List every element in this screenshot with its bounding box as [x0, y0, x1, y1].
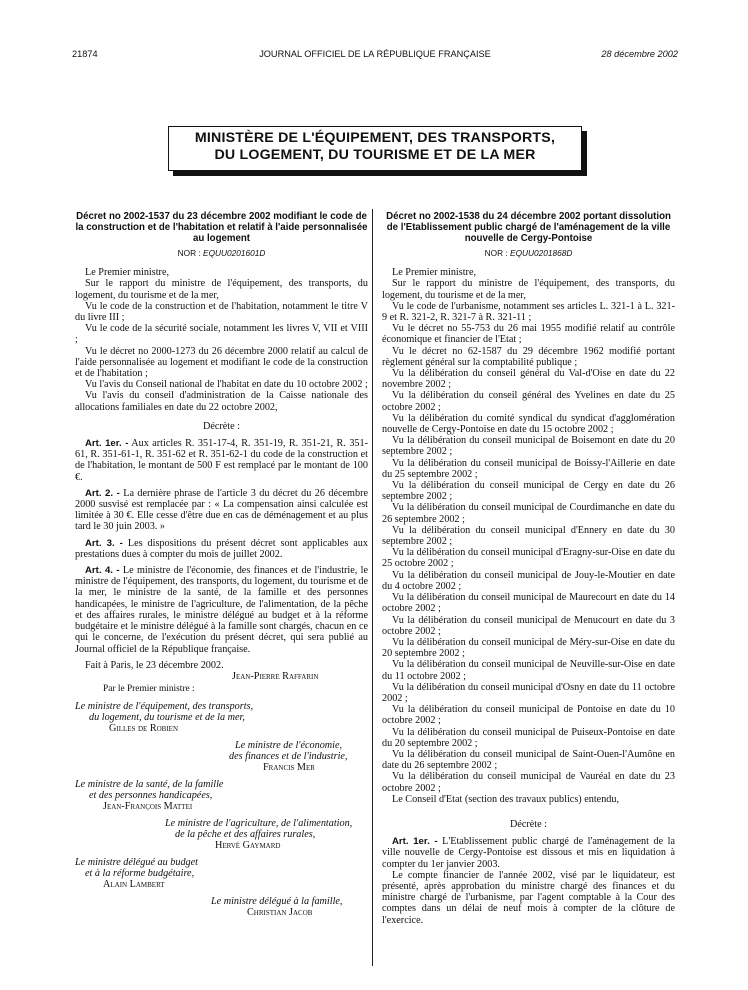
visa-paragraph: Vu le code de la sécurité sociale, notamment les livres V, VII et VIII ; [75, 323, 368, 346]
article-text: Le ministre de l'économie, des finances et de l'industrie, le ministre de l'équipement, des transports, du logement, du tourisme et de la mer, le ministre de la santé, de la famille et des personnes handicapées, le ministre de l'agriculture, de l'alimentation, de la pêche et des affaires rurales, le ministre délégué au budget et à la réforme budgétaire et le ministre délégué à la famille sont chargés, chacun en ce qui le concerne, de l'exécution du présent décret, qui sera publié au Journal officiel de la République française. [75, 565, 368, 655]
banner-line-2: DU LOGEMENT, DU TOURISME ET DE LA MER [214, 147, 536, 163]
article-label: Art. 2. - [85, 487, 120, 499]
article-1 [75, 438, 368, 483]
visa-paragraph: Vu la délibération du conseil municipal de Saint-Ouen-l'Aumône en date du 26 septembre 2002 ; [382, 748, 675, 772]
decree-1538 [382, 211, 675, 926]
sig5-line2: et à la réforme budgétaire, [85, 867, 195, 879]
sig2-name: Francis Mer [263, 761, 315, 773]
visa-paragraph: Vu la délibération du conseil municipal d'Eragny-sur-Oise en date du 25 octobre 2002 ; [382, 547, 675, 570]
sig1-line1: Le ministre de l'équipement, des transports, [75, 700, 254, 712]
visa-paragraph: Vu la délibération du conseil municipal d'Ennery en date du 30 septembre 2002 ; [382, 524, 675, 548]
decree-visas [75, 267, 368, 413]
article-text: La dernière phrase de l'article 3 du décret du 26 décembre 2000 susvisé est remplacée par : « La compensation ainsi calculée est limitée à 30 €. Elle cesse d'être due en cas de déménagement et au plus tard le 30 juin 2003. » [75, 487, 368, 533]
nor-label: NOR : [177, 248, 201, 258]
article-1 [382, 836, 675, 870]
visa-paragraph: Vu la délibération du comité syndical du syndicat d'agglomération nouvelle de Cergy-Pontoise en date du 15 octobre 2002 ; [382, 412, 675, 436]
signature-block-3 [75, 779, 368, 812]
visa-paragraph: Vu le décret no 2000-1273 du 26 décembre 2000 relatif au calcul de l'aide personnalisée au logement et modifiant le code de la construction et de l'habitation ; [75, 345, 368, 380]
sig4-name: Hervé Gaymard [215, 839, 281, 851]
visa-paragraph: Vu le code de l'urbanisme, notamment ses articles L. 321-1 à L. 321-9 et R. 321-2, R. 321-7 à R. 321-11 ; [382, 300, 675, 324]
decrete-heading: Décrète : [509, 818, 548, 830]
visa-paragraph: Vu le décret no 62-1587 du 29 décembre 1962 modifié portant règlement général sur la comptabilité publique ; [382, 345, 675, 368]
nor-code: EQUU0201868D [510, 248, 573, 258]
visa-paragraph: Vu la délibération du conseil municipal de Boisemont en date du 20 septembre 2002 ; [382, 435, 675, 458]
nor-reference [75, 248, 368, 259]
visa-paragraph: Vu la délibération du conseil municipal d'Osny en date du 11 octobre 2002 ; [382, 681, 675, 704]
visa-paragraph: Vu la délibération du conseil municipal de Méry-sur-Oise en date du 20 septembre 2002 ; [382, 636, 675, 660]
nor-code: EQUU0201601D [203, 248, 266, 258]
visa-paragraph: Vu la délibération du conseil municipal de Cergy en date du 26 septembre 2002 ; [382, 480, 675, 503]
visa-paragraph: Vu la délibération du conseil municipal de Vauréal en date du 23 octobre 2002 ; [382, 771, 675, 794]
sig6-name: Christian Jacob [247, 906, 313, 918]
signature-block-4 [75, 818, 368, 851]
article-3 [75, 538, 368, 560]
visa-paragraph: Vu la délibération du conseil général du Val-d'Oise en date du 22 novembre 2002 ; [382, 368, 675, 391]
visa-paragraph: Vu l'avis du Conseil national de l'habitat en date du 10 octobre 2002 ; [85, 379, 368, 391]
pm-signature: Jean-Pierre Raffarin [232, 670, 319, 682]
visa-paragraph: Vu la délibération du conseil municipal de Pontoise en date du 10 octobre 2002 ; [382, 704, 675, 727]
visa-paragraph: Sur le rapport du ministre de l'équipement, des transports, du logement, du tourisme et de la mer, [75, 278, 368, 301]
sig5-name: Alain Lambert [103, 878, 165, 890]
page-number: 21874 [72, 49, 98, 59]
visa-paragraph: Vu la délibération du conseil municipal de Boissy-l'Aillerie en date du 25 septembre 2002 ; [382, 457, 675, 480]
article-text: Les dispositions du présent décret sont applicables aux prestations dues à compter du mois de juillet 2002. [75, 537, 368, 560]
by-pm: Par le Premier ministre : [103, 683, 195, 694]
sig3-line2: et des personnes handicapées, [89, 789, 213, 801]
visa-paragraph: Vu la délibération du conseil municipal de Maurecourt en date du 14 octobre 2002 ; [382, 592, 675, 615]
visa-paragraph: Vu le décret no 55-753 du 26 mai 1955 modifié relatif au contrôle économique et financier de l'Etat ; [382, 323, 675, 346]
sig6-line1: Le ministre délégué à la famille, [211, 895, 343, 907]
article-4 [75, 565, 368, 655]
article-text: Aux articles R. 351-17-4, R. 351-19, R. 351-21, R. 351-61, R. 351-61-1, R. 351-62 et R. 351-62-1 du code de la construction et de l'habitation, le montant de 500 F est remplacé par le montant de 100 €. [75, 438, 368, 483]
column-separator [372, 209, 373, 966]
decree-visas [382, 267, 675, 805]
visa-paragraph: Le Conseil d'Etat (section des travaux publics) entendu, [392, 793, 620, 805]
journal-title: JOURNAL OFFICIEL DE LA RÉPUBLIQUE FRANÇAISE [259, 49, 491, 59]
issue-date: 28 décembre 2002 [601, 49, 678, 59]
decrete-heading: Décrète : [202, 420, 241, 432]
sig4-line1: Le ministre de l'agriculture, de l'alimentation, [165, 817, 353, 829]
done-at: Fait à Paris, le 23 décembre 2002. [85, 659, 224, 671]
visa-paragraph: Vu la délibération du conseil municipal de Menucourt en date du 3 octobre 2002 ; [382, 614, 675, 637]
article-label: Art. 1er. - [85, 438, 129, 450]
sig3-line1: Le ministre de la santé, de la famille [75, 778, 224, 790]
decree-articles [75, 438, 368, 655]
article-label: Art. 3. - [85, 537, 123, 549]
signature-block-1 [75, 701, 368, 734]
sig2-line2: des finances et de l'industrie, [229, 750, 348, 762]
nor-label: NOR : [484, 248, 508, 258]
visa-paragraph: Vu la délibération du conseil municipal de Neuville-sur-Oise en date du 11 octobre 2002 ; [382, 659, 675, 682]
article-label: Art. 4. - [85, 565, 120, 577]
ministry-banner [168, 126, 582, 171]
sig4-line2: de la pêche et des affaires rurales, [175, 828, 316, 840]
article-1-paragraph-2: Le compte financier de l'année 2002, visé par le liquidateur, est présenté, après approbation du ministre chargé des finances et du ministre chargé de l'urbanisme, par l'agent comptable à la Cour des comptes dans un délai de neuf mois à compter de la clôture de l'exercice. [382, 869, 675, 926]
sig5-line1: Le ministre délégué au budget [75, 856, 198, 868]
sig1-line2: du logement, du tourisme et de la mer, [89, 711, 245, 723]
article-2 [75, 488, 368, 533]
visa-paragraph: Vu la délibération du conseil municipal de Puiseux-Pontoise en date du 20 septembre 2002 ; [382, 726, 675, 749]
visa-paragraph: Vu l'avis du conseil d'administration de la Caisse nationale des allocations familiales en date du 22 octobre 2002, [75, 390, 368, 413]
visa-paragraph: Vu le code de la construction et de l'habitation, notamment le titre V du livre III ; [75, 300, 368, 324]
article-label: Art. 1er. - [392, 836, 438, 848]
decree-title: Décret no 2002-1538 du 24 décembre 2002 portant dissolution de l'Etablissement public chargé de l'aménagement de la ville nouvelle de Cergy-Pontoise [386, 211, 671, 244]
signature-block-5 [75, 857, 368, 890]
visa-paragraph: Vu la délibération du conseil municipal de Jouy-le-Moutier en date du 4 octobre 2002 ; [382, 569, 675, 592]
signature-block-6 [75, 896, 368, 918]
banner-line-1: MINISTÈRE DE L'ÉQUIPEMENT, DES TRANSPORTS, [194, 130, 556, 146]
nor-reference [382, 248, 675, 259]
sig3-name: Jean-François Mattei [103, 800, 193, 812]
article-text: L'Etablissement public chargé de l'aménagement de la ville nouvelle de Cergy-Pontoise est dissous et mis en liquidation à compter du 1er janvier 2003. [382, 836, 676, 870]
visa-paragraph: Vu la délibération du conseil municipal de Courdimanche en date du 26 septembre 2002 ; [382, 502, 675, 525]
visa-paragraph: Vu la délibération du conseil général des Yvelines en date du 25 octobre 2002 ; [382, 390, 675, 413]
signature-block-2 [75, 740, 368, 773]
visa-paragraph: Sur le rapport du ministre de l'équipement, des transports, du logement, du tourisme et de la mer, [382, 278, 675, 301]
decree-1537 [75, 211, 368, 918]
sig2-line1: Le ministre de l'économie, [235, 739, 343, 751]
decree-title: Décret no 2002-1537 du 23 décembre 2002 modifiant le code de la construction et de l'habitation et relatif à l'aide personnalisée au logement [75, 211, 368, 244]
visa-paragraph: Le Premier ministre, [392, 267, 477, 279]
page-header [72, 49, 678, 63]
visa-paragraph: Le Premier ministre, [85, 267, 170, 279]
sig1-name: Gilles de Robien [109, 722, 179, 734]
